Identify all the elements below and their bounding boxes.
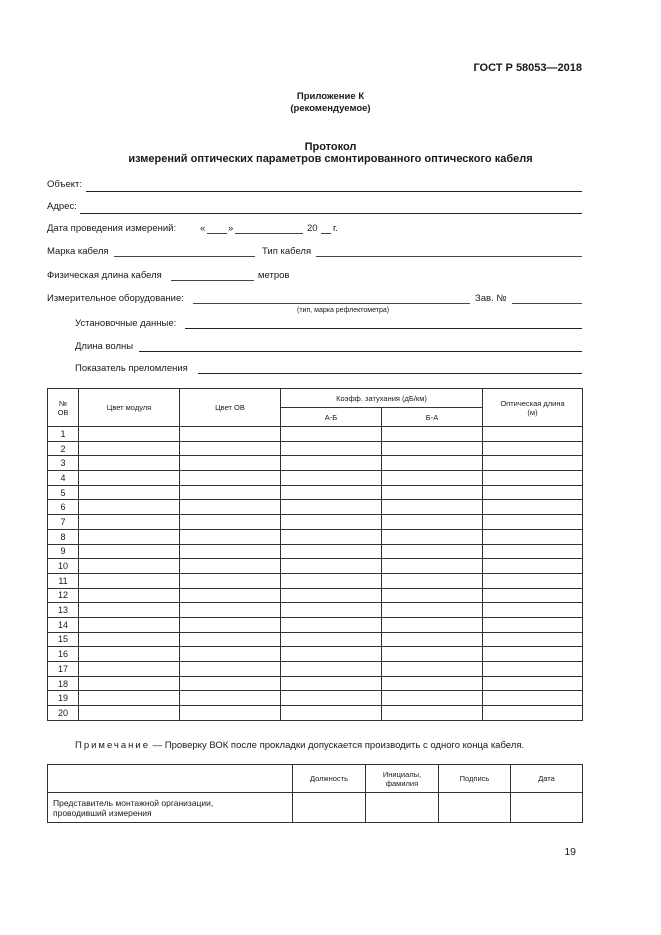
header-fiber-number-line2: ОВ [57, 407, 69, 417]
protocol-heading [0, 141, 661, 165]
module-color-cell[interactable] [79, 691, 180, 706]
fiber-number: 6 [48, 500, 79, 515]
optical-length-cell[interactable] [483, 588, 583, 603]
header-attenuation: Коэфф. затухания (дБ/км) [281, 389, 483, 408]
signature-header-empty [48, 765, 293, 793]
date-year-line[interactable] [321, 233, 331, 234]
atten-ab-cell[interactable] [281, 544, 382, 559]
fiber-number: 4 [48, 471, 79, 486]
date-close-quote: » [228, 223, 234, 234]
table-row [48, 471, 583, 486]
header-initials-line2: фамилия [385, 778, 419, 788]
header-date: Дата [511, 765, 583, 793]
date-year-suffix: г. [333, 223, 338, 234]
address-line[interactable] [80, 213, 582, 214]
header-ba: Б-А [382, 408, 483, 427]
phys-length-unit: метров [258, 270, 290, 281]
appendix-heading [0, 91, 661, 115]
table-row [48, 603, 583, 618]
header-ab: А-Б [281, 408, 382, 427]
date-cell[interactable] [511, 793, 583, 823]
equipment-label: Измерительное оборудование: [47, 293, 184, 304]
atten-ab-cell[interactable] [281, 500, 382, 515]
atten-ba-cell[interactable] [382, 706, 483, 721]
fiber-number: 1 [48, 427, 79, 442]
fiber-number: 19 [48, 691, 79, 706]
module-color-cell[interactable] [79, 500, 180, 515]
table-row [48, 427, 583, 442]
optical-length-cell[interactable] [483, 544, 583, 559]
fiber-color-cell[interactable] [180, 500, 281, 515]
cable-brand-label: Марка кабеля [47, 246, 109, 257]
date-label: Дата проведения измерений: [47, 223, 177, 234]
signature-cell[interactable] [439, 793, 511, 823]
wavelength-line[interactable] [139, 351, 582, 352]
optical-length-cell[interactable] [483, 529, 583, 544]
initials-cell[interactable] [366, 793, 439, 823]
fiber-color-cell[interactable] [180, 588, 281, 603]
atten-ab-cell[interactable] [281, 559, 382, 574]
atten-ba-cell[interactable] [382, 485, 483, 500]
note-label: Примечание [75, 740, 150, 751]
optical-length-cell[interactable] [483, 456, 583, 471]
header-module-color: Цвет модуля [79, 389, 180, 427]
fiber-color-cell[interactable] [180, 632, 281, 647]
atten-ba-cell[interactable] [382, 500, 483, 515]
fiber-color-cell[interactable] [180, 676, 281, 691]
optical-length-cell[interactable] [483, 485, 583, 500]
table-row [48, 662, 583, 677]
note-text: Проверку ВОК после прокладки допускается производить с одного конца кабеля. [164, 740, 525, 751]
table-row [48, 617, 583, 632]
fiber-number: 18 [48, 676, 79, 691]
atten-ab-cell[interactable] [281, 691, 382, 706]
fiber-number: 20 [48, 706, 79, 721]
module-color-cell[interactable] [79, 588, 180, 603]
header-initials [366, 765, 439, 793]
table-row [48, 588, 583, 603]
fiber-color-cell[interactable] [180, 456, 281, 471]
fiber-number: 5 [48, 485, 79, 500]
module-color-cell[interactable] [79, 662, 180, 677]
fiber-number: 10 [48, 559, 79, 574]
atten-ba-cell[interactable] [382, 632, 483, 647]
fiber-color-cell[interactable] [180, 662, 281, 677]
table-row [48, 529, 583, 544]
module-color-cell[interactable] [79, 559, 180, 574]
phys-length-label: Физическая длина кабеля [47, 270, 162, 281]
atten-ab-cell[interactable] [281, 676, 382, 691]
module-color-cell[interactable] [79, 706, 180, 721]
optical-length-cell[interactable] [483, 603, 583, 618]
note-dash: — [152, 740, 163, 751]
table-row [48, 544, 583, 559]
representative-label-line2: проводивший измерения [53, 807, 152, 818]
table-row [48, 647, 583, 662]
note [75, 740, 524, 751]
table-row [48, 559, 583, 574]
fiber-color-cell[interactable] [180, 529, 281, 544]
atten-ba-cell[interactable] [382, 603, 483, 618]
fiber-number: 15 [48, 632, 79, 647]
atten-ba-cell[interactable] [382, 573, 483, 588]
header-signature: Подпись [439, 765, 511, 793]
atten-ab-cell[interactable] [281, 706, 382, 721]
module-color-cell[interactable] [79, 647, 180, 662]
header-fiber-color: Цвет ОВ [180, 389, 281, 427]
fiber-color-cell[interactable] [180, 544, 281, 559]
header-fiber-number [48, 389, 79, 427]
atten-ba-cell[interactable] [382, 617, 483, 632]
appendix-subtitle: (рекомендуемое) [290, 103, 371, 114]
module-color-cell[interactable] [79, 676, 180, 691]
measurement-table [47, 388, 583, 721]
page-number: 19 [564, 846, 576, 858]
atten-ab-cell[interactable] [281, 515, 382, 530]
standard-number: ГОСТ Р 58053—2018 [473, 62, 582, 74]
optical-length-cell[interactable] [483, 706, 583, 721]
atten-ab-cell[interactable] [281, 485, 382, 500]
table-row [48, 500, 583, 515]
protocol-subtitle: измерений оптических параметров смонтированного оптического кабеля [128, 153, 533, 165]
atten-ba-cell[interactable] [382, 529, 483, 544]
atten-ba-cell[interactable] [382, 647, 483, 662]
atten-ab-cell[interactable] [281, 529, 382, 544]
atten-ab-cell[interactable] [281, 441, 382, 456]
table-row [48, 515, 583, 530]
cable-type-line[interactable] [316, 256, 582, 257]
fiber-color-cell[interactable] [180, 647, 281, 662]
atten-ba-cell[interactable] [382, 441, 483, 456]
position-cell[interactable] [293, 793, 366, 823]
fiber-number: 17 [48, 662, 79, 677]
atten-ba-cell[interactable] [382, 559, 483, 574]
wavelength-label: Длина волны [75, 341, 134, 352]
fiber-color-cell[interactable] [180, 515, 281, 530]
module-color-cell[interactable] [79, 456, 180, 471]
fiber-color-cell[interactable] [180, 485, 281, 500]
object-label: Объект: [47, 179, 82, 190]
atten-ab-cell[interactable] [281, 647, 382, 662]
atten-ba-cell[interactable] [382, 691, 483, 706]
fiber-color-cell[interactable] [180, 603, 281, 618]
fiber-number: 14 [48, 617, 79, 632]
atten-ba-cell[interactable] [382, 662, 483, 677]
equipment-caption: (тип, марка рефлектометра) [297, 307, 390, 314]
header-fiber-number-line1: № [58, 398, 68, 408]
fiber-color-cell[interactable] [180, 427, 281, 442]
protocol-title: Протокол [304, 141, 357, 153]
optical-length-cell[interactable] [483, 662, 583, 677]
fiber-number: 2 [48, 441, 79, 456]
table-row [48, 485, 583, 500]
optical-length-cell[interactable] [483, 441, 583, 456]
table-row [48, 676, 583, 691]
atten-ba-cell[interactable] [382, 471, 483, 486]
module-color-cell[interactable] [79, 617, 180, 632]
atten-ab-cell[interactable] [281, 617, 382, 632]
fiber-color-cell[interactable] [180, 471, 281, 486]
date-day-line[interactable] [207, 233, 227, 234]
table-row [48, 691, 583, 706]
atten-ba-cell[interactable] [382, 544, 483, 559]
date-open-quote: « [200, 223, 206, 234]
header-optical-length [483, 389, 583, 427]
optical-length-cell[interactable] [483, 471, 583, 486]
optical-length-cell[interactable] [483, 559, 583, 574]
header-optical-length-line1: Оптическая длина [500, 398, 565, 408]
fiber-number: 9 [48, 544, 79, 559]
atten-ab-cell[interactable] [281, 632, 382, 647]
fiber-number: 11 [48, 573, 79, 588]
module-color-cell[interactable] [79, 529, 180, 544]
optical-length-cell[interactable] [483, 647, 583, 662]
fiber-color-cell[interactable] [180, 573, 281, 588]
table-row [48, 441, 583, 456]
equipment-line[interactable] [193, 303, 470, 304]
date-year-prefix: 20 [307, 223, 318, 234]
module-color-cell[interactable] [79, 471, 180, 486]
serial-label: Зав. № [475, 293, 507, 304]
phys-length-line[interactable] [171, 280, 254, 281]
refraction-line[interactable] [198, 373, 582, 374]
atten-ba-cell[interactable] [382, 456, 483, 471]
atten-ab-cell[interactable] [281, 573, 382, 588]
module-color-cell[interactable] [79, 485, 180, 500]
fiber-number: 8 [48, 529, 79, 544]
atten-ab-cell[interactable] [281, 662, 382, 677]
fiber-number: 3 [48, 456, 79, 471]
module-color-cell[interactable] [79, 603, 180, 618]
atten-ba-cell[interactable] [382, 515, 483, 530]
appendix-title: Приложение К [296, 91, 365, 102]
atten-ab-cell[interactable] [281, 603, 382, 618]
atten-ba-cell[interactable] [382, 427, 483, 442]
address-label: Адрес: [47, 201, 77, 212]
fiber-color-cell[interactable] [180, 559, 281, 574]
date-month-line[interactable] [235, 233, 303, 234]
module-color-cell[interactable] [79, 544, 180, 559]
fiber-number: 13 [48, 603, 79, 618]
fiber-number: 7 [48, 515, 79, 530]
optical-length-cell[interactable] [483, 632, 583, 647]
representative-label [48, 793, 293, 823]
module-color-cell[interactable] [79, 427, 180, 442]
atten-ba-cell[interactable] [382, 676, 483, 691]
object-line[interactable] [86, 191, 582, 192]
table-row [48, 456, 583, 471]
fiber-color-cell[interactable] [180, 691, 281, 706]
table-row [48, 573, 583, 588]
settings-line[interactable] [185, 328, 582, 329]
atten-ab-cell[interactable] [281, 588, 382, 603]
optical-length-cell[interactable] [483, 427, 583, 442]
header-optical-length-line2: (м) [527, 407, 538, 417]
header-position: Должность [293, 765, 366, 793]
signature-table [47, 764, 583, 823]
module-color-cell[interactable] [79, 573, 180, 588]
optical-length-cell[interactable] [483, 573, 583, 588]
fiber-number: 16 [48, 647, 79, 662]
settings-label: Установочные данные: [75, 318, 177, 329]
cable-brand-line[interactable] [114, 256, 255, 257]
fiber-color-cell[interactable] [180, 441, 281, 456]
representative-label-line1: Представитель монтажной организации, [53, 797, 214, 808]
module-color-cell[interactable] [79, 632, 180, 647]
serial-line[interactable] [512, 303, 582, 304]
table-row [48, 632, 583, 647]
atten-ab-cell[interactable] [281, 427, 382, 442]
table-row [48, 706, 583, 721]
refraction-label: Показатель преломления [75, 363, 188, 374]
atten-ba-cell[interactable] [382, 588, 483, 603]
optical-length-cell[interactable] [483, 676, 583, 691]
atten-ab-cell[interactable] [281, 471, 382, 486]
cable-type-label: Тип кабеля [262, 246, 312, 257]
fiber-color-cell[interactable] [180, 706, 281, 721]
optical-length-cell[interactable] [483, 500, 583, 515]
optical-length-cell[interactable] [483, 691, 583, 706]
optical-length-cell[interactable] [483, 515, 583, 530]
module-color-cell[interactable] [79, 441, 180, 456]
fiber-number: 12 [48, 588, 79, 603]
module-color-cell[interactable] [79, 515, 180, 530]
atten-ab-cell[interactable] [281, 456, 382, 471]
header-initials-line1: Инициалы, [382, 769, 422, 779]
fiber-color-cell[interactable] [180, 617, 281, 632]
optical-length-cell[interactable] [483, 617, 583, 632]
